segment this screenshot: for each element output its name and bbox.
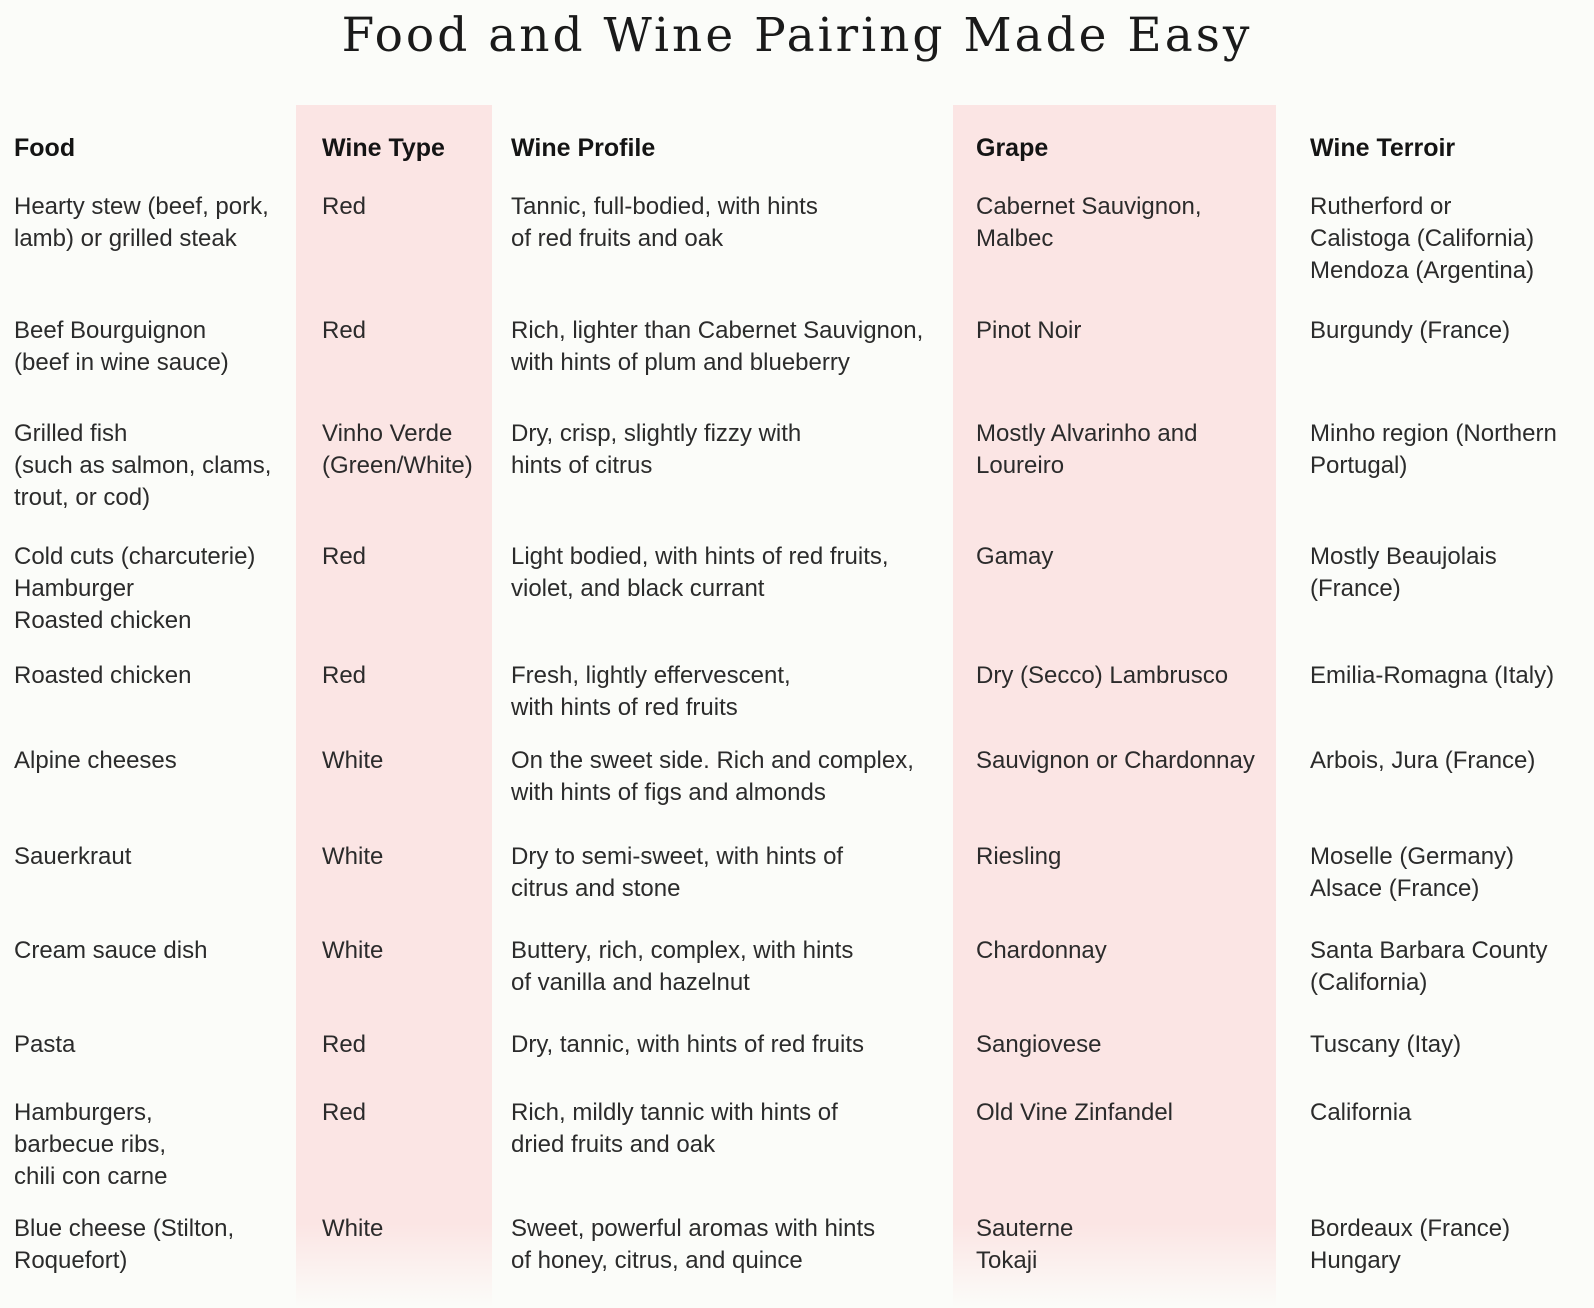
wine-profile-cell: On the sweet side. Rich and complex, with hints of figs and almonds	[511, 747, 914, 806]
wine-terroir-cell: Emilia-Romagna (Italy)	[1310, 662, 1555, 689]
food-cell: Cold cuts (charcuterie) Hamburger Roasted chicken	[14, 543, 256, 634]
wine-type-cell: Red	[322, 317, 367, 344]
wine-type-cell: Red	[322, 193, 367, 220]
wine-profile-cell: Tannic, full-bodied, with hints of red fruits and oak	[511, 193, 818, 252]
grape-cell: Pinot Noir	[976, 317, 1082, 344]
wine-type-cell: White	[322, 1215, 384, 1242]
header-grape: Grape	[976, 134, 1049, 162]
food-cell: Alpine cheeses	[14, 747, 177, 774]
wine-type-cell: White	[322, 843, 384, 870]
grape-cell: Chardonnay	[976, 937, 1107, 964]
grape-cell: Old Vine Zinfandel	[976, 1099, 1174, 1126]
wine-terroir-cell: Tuscany (Itay)	[1310, 1031, 1462, 1058]
food-cell: Cream sauce dish	[14, 937, 208, 964]
grape-cell: Riesling	[976, 843, 1062, 870]
wine-profile-cell: Rich, mildly tannic with hints of dried fruits and oak	[511, 1099, 838, 1158]
wine-type-cell: Red	[322, 662, 367, 689]
header-wine-type: Wine Type	[322, 134, 445, 162]
wine-profile-cell: Dry to semi-sweet, with hints of citrus and stone	[511, 843, 844, 902]
wine-terroir-cell: Minho region (Northern Portugal)	[1310, 420, 1557, 479]
grape-cell: Sangiovese	[976, 1031, 1102, 1058]
wine-profile-cell: Light bodied, with hints of red fruits, violet, and black currant	[511, 543, 889, 602]
wine-type-cell: Red	[322, 1099, 367, 1126]
grape-cell: Mostly Alvarinho and Loureiro	[976, 420, 1198, 479]
wine-profile-cell: Sweet, powerful aromas with hints of honey, citrus, and quince	[511, 1215, 876, 1274]
wine-terroir-cell: Mostly Beaujolais (France)	[1310, 543, 1497, 602]
wine-profile-cell: Buttery, rich, complex, with hints of vanilla and hazelnut	[511, 937, 854, 996]
wine-terroir-cell: Santa Barbara County (California)	[1310, 937, 1548, 996]
food-cell: Pasta	[14, 1031, 76, 1058]
wine-terroir-cell: Rutherford or Calistoga (California) Mendoza (Argentina)	[1310, 193, 1535, 284]
wine-type-cell: Red	[322, 543, 367, 570]
food-cell: Hamburgers, barbecue ribs, chili con carne	[14, 1099, 168, 1190]
grape-cell: Gamay	[976, 543, 1054, 570]
wine-profile-cell: Dry, tannic, with hints of red fruits	[511, 1031, 865, 1058]
food-cell: Hearty stew (beef, pork, lamb) or grilled steak	[14, 193, 269, 252]
wine-type-cell: Red	[322, 1031, 367, 1058]
wine-terroir-cell: Moselle (Germany) Alsace (France)	[1310, 843, 1515, 902]
wine-type-cell: Vinho Verde (Green/White)	[322, 420, 473, 479]
header-food: Food	[14, 134, 76, 162]
wine-profile-cell: Fresh, lightly effervescent, with hints of red fruits	[511, 662, 791, 721]
wine-terroir-cell: California	[1310, 1099, 1412, 1126]
food-cell: Blue cheese (Stilton, Roquefort)	[14, 1215, 235, 1274]
grape-cell: Cabernet Sauvignon, Malbec	[976, 193, 1202, 252]
food-cell: Grilled fish (such as salmon, clams, trout, or cod)	[14, 420, 272, 511]
wine-terroir-cell: Bordeaux (France) Hungary	[1310, 1215, 1511, 1274]
wine-terroir-cell: Burgundy (France)	[1310, 317, 1511, 344]
food-cell: Beef Bourguignon (beef in wine sauce)	[14, 317, 229, 376]
grape-cell: Sauterne Tokaji	[976, 1215, 1074, 1274]
grape-cell: Dry (Secco) Lambrusco	[976, 662, 1229, 689]
wine-type-cell: White	[322, 937, 384, 964]
page-title: Food and Wine Pairing Made Easy	[341, 8, 1253, 63]
header-wine-terroir: Wine Terroir	[1310, 134, 1456, 162]
grape-cell: Sauvignon or Chardonnay	[976, 747, 1255, 774]
food-cell: Sauerkraut	[14, 843, 132, 870]
food-cell: Roasted chicken	[14, 662, 192, 689]
wine-type-cell: White	[322, 747, 384, 774]
wine-terroir-cell: Arbois, Jura (France)	[1310, 747, 1536, 774]
wine-profile-cell: Dry, crisp, slightly fizzy with hints of citrus	[511, 420, 802, 479]
wine-profile-cell: Rich, lighter than Cabernet Sauvignon, with hints of plum and blueberry	[511, 317, 924, 376]
header-wine-profile: Wine Profile	[511, 134, 656, 162]
